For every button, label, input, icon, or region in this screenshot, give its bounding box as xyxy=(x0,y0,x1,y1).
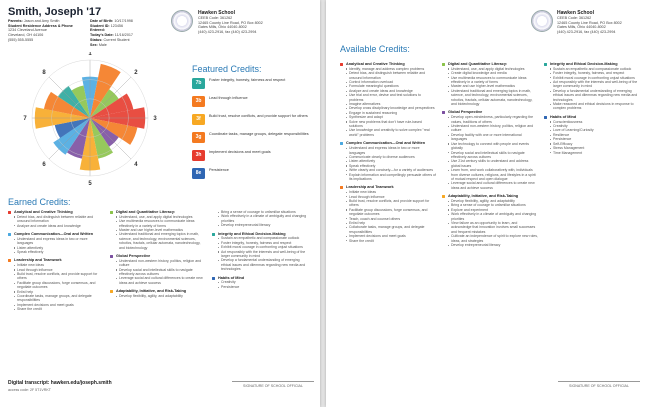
credit-item: Understand non-western history, politics, religion and culture xyxy=(442,124,538,133)
credit-section xyxy=(212,232,308,272)
credit-item: Develop cross disciplinary knowledge and perspectives xyxy=(340,106,436,110)
credit-item: Develop facility with one or more international languages xyxy=(442,133,538,142)
featured-credit-text: Lead through influence xyxy=(209,96,248,100)
section-title-text: Adaptability, Initiative, and Risk-Taking xyxy=(116,289,187,294)
credit-item: Use multimedia resources to communicate ideas effectively in a variety of forms xyxy=(110,219,206,228)
featured-credit-text: Coordinate tasks, manage groups, delegate responsibilities xyxy=(209,132,309,136)
credit-section xyxy=(110,254,206,285)
category-color-icon xyxy=(544,63,547,66)
credit-item: Understand, use, and apply digital technologies xyxy=(110,215,206,219)
credit-item: Analyze and create ideas and knowledge xyxy=(8,224,104,228)
credit-item: Sustain an empathetic and compassionate outlook xyxy=(212,236,308,240)
credit-item: Explain information and compellingly persuade others of its implications xyxy=(340,173,436,182)
credit-item: Identify, manage and address complex problems xyxy=(340,67,436,71)
section-title-text: Digital and Quantitative Literacy: xyxy=(448,62,508,66)
featured-credit xyxy=(192,113,312,129)
student-name: Smith, Joseph '17 xyxy=(8,6,102,18)
transcript-page-1 xyxy=(0,0,320,407)
credit-item: Listen attentively xyxy=(340,159,436,163)
credit-item: Develop social and intellectual skills to navigate effectively across cultures xyxy=(442,151,538,160)
info-row xyxy=(8,38,88,43)
section-title-text: Global Perspective xyxy=(448,110,483,115)
credit-section xyxy=(8,232,104,254)
info-label: Today's Date: xyxy=(90,33,114,38)
category-color-icon xyxy=(442,111,445,114)
credit-item: Persistence xyxy=(212,285,308,289)
credit-item: Lead through influence xyxy=(8,268,104,272)
credit-item: Understand and express ideas in two or more languages xyxy=(8,237,104,246)
school-line: (440) 423-2916, fax (440) 423-2994 xyxy=(198,30,257,35)
credit-item: Implement decisions and meet goals xyxy=(340,234,436,238)
category-color-icon xyxy=(340,186,343,189)
credit-section xyxy=(212,210,308,228)
credit-badge: 8e xyxy=(192,168,205,179)
section-title-text: Complex Communication—Oral and Written xyxy=(346,141,426,146)
credit-item: Develop flexibility, agility, and adaptability xyxy=(442,199,538,203)
school-line: 12465 County Line Road, PO Box 8002 xyxy=(198,20,263,25)
credit-item: Foster integrity, honesty, fairness, and respect xyxy=(544,71,640,75)
featured-credit xyxy=(192,167,312,183)
credit-item: Initiate new ideas xyxy=(8,263,104,267)
access-code: access code: 2F 5T1VRKT xyxy=(8,388,51,392)
credit-item: Cultivate an independence of spirit to explore new roles, ideas, and strategies xyxy=(442,234,538,243)
category-color-icon xyxy=(8,211,11,214)
info-label: Parents: xyxy=(8,19,23,23)
credit-badge: 3b xyxy=(192,96,205,107)
credit-item: Engage in sustained reasoning xyxy=(340,111,436,115)
credit-item: Make reasoned and ethical decisions in response to complex problems xyxy=(544,102,640,111)
category-color-icon xyxy=(8,233,11,236)
credit-item: Facilitate group discussions, forge consensus, and negotiate outcomes xyxy=(8,281,104,290)
category-color-icon xyxy=(442,63,445,66)
credit-item: Creativity xyxy=(544,124,640,128)
credit-item: Speak effectively xyxy=(8,250,104,254)
section-title-text: Integrity and Ethical Decision-Making xyxy=(218,231,286,236)
school-line: CEEB Code: 361262 xyxy=(557,16,592,20)
signature-label: SIGNATURE OF SCHOOL OFFICIAL xyxy=(243,384,303,388)
credits-column xyxy=(8,210,104,316)
credit-item: Use trial and error, devise and test solutions to problems xyxy=(340,93,436,102)
info-value: 11/16/2017 xyxy=(114,33,133,38)
radar-axis-label: 5 xyxy=(88,181,92,187)
signature-line xyxy=(232,381,314,382)
credit-item: Act responsibly with the interests and well-being of the larger community in mind xyxy=(544,80,640,89)
featured-credit-text: Implement decisions and meet goals xyxy=(209,150,271,154)
credit-item: Work effectively in a climate of ambiguity and changing priorities xyxy=(212,214,308,223)
section-title-text: Leadership and Teamwork xyxy=(14,258,62,263)
featured-credit xyxy=(192,131,312,147)
info-label: Entered: xyxy=(90,28,105,33)
credits-radar-chart xyxy=(6,52,174,192)
info-label: Sex: xyxy=(90,42,98,47)
transcript-page-2 xyxy=(326,0,648,407)
credit-item: Solve new problems that don't have rule-based solutions xyxy=(340,120,436,129)
featured-credit-text: Foster integrity, honesty, fairness and respect xyxy=(209,78,286,82)
credit-section xyxy=(442,194,538,247)
credit-item: Implement decisions and meet goals xyxy=(8,303,104,307)
credit-item: Listen attentively xyxy=(8,246,104,250)
credit-section xyxy=(212,276,308,290)
credit-badge: 7b xyxy=(192,78,205,89)
credit-item: Create digital knowledge and media xyxy=(442,71,538,75)
featured-credit-text: Persistence xyxy=(209,168,229,172)
credit-item: Develop entrepreneurial literacy xyxy=(442,243,538,247)
section-title-text: Adaptability, Initiative, and Risk-Taking xyxy=(448,194,519,199)
school-info xyxy=(557,10,622,35)
credit-item: View failure as an opportunity to learn, and acknowledge that innovation involves small successes and frequent mistakes xyxy=(442,221,538,234)
category-color-icon xyxy=(212,233,215,236)
credit-item: Develop open-mindedness, particularly regarding the values, traditions of others xyxy=(442,115,538,124)
credit-item: Master and use higher-level mathematics xyxy=(110,228,206,232)
featured-credits-title: Featured Credits: xyxy=(192,64,262,74)
credit-item: Love of Learning/Curiosity xyxy=(544,128,640,132)
signature-line xyxy=(558,381,640,382)
credit-section xyxy=(442,110,538,190)
credit-section xyxy=(340,185,436,243)
featured-credits-list xyxy=(192,77,312,185)
radar-axis-label: 1 xyxy=(88,52,92,57)
credit-item: Self-Efficacy xyxy=(544,142,640,146)
credit-item: Use multimedia resources to communicate ideas effectively in a variety of forms xyxy=(442,76,538,85)
credit-item: Stress Management xyxy=(544,146,640,150)
credit-item: Detect bias, and distinguish between reliable and unsound information xyxy=(8,215,104,224)
credit-item: Use technology to connect with people and events globally xyxy=(442,142,538,151)
credit-item: Formulate meaningful questions xyxy=(340,84,436,88)
info-row xyxy=(90,43,160,48)
student-info-secondary xyxy=(90,19,160,47)
credit-section xyxy=(340,141,436,181)
digital-transcript-link[interactable]: Digital transcript: hawken.edu/joseph.smith xyxy=(8,380,112,386)
radar-axis-label: 6 xyxy=(42,161,46,168)
section-title-text: Global Perspective xyxy=(116,254,151,259)
school-info xyxy=(198,10,263,35)
credit-item: Time Management xyxy=(544,151,640,155)
credits-column xyxy=(544,62,640,159)
school-line: 12465 County Line Road, PO Box 8002 xyxy=(557,20,622,25)
credit-item: Imagine alternatives xyxy=(340,102,436,106)
radar-axis-label: 2 xyxy=(134,70,138,77)
credit-item: Creativity xyxy=(212,280,308,284)
credit-item: Bring a sense of courage to unfamiliar situations xyxy=(212,210,308,214)
info-label: Student ID: xyxy=(90,23,110,28)
signature-label: SIGNATURE OF SCHOOL OFFICIAL xyxy=(569,384,629,388)
info-value: 10/17/1998 xyxy=(114,19,133,23)
credit-badge: 3g xyxy=(192,132,205,143)
credit-item: Master and use higher-level mathematics xyxy=(442,84,538,88)
credit-item: Facilitate group discussions, forge consensus, and negotiate outcomes xyxy=(340,208,436,217)
school-seal-icon xyxy=(171,10,193,32)
credit-item: Understand, use, and apply digital technologies xyxy=(442,67,538,71)
credit-item: Resilience xyxy=(544,133,640,137)
credit-section xyxy=(110,289,206,298)
info-value: 1234 Cleveland Avenue xyxy=(8,28,47,33)
category-color-icon xyxy=(340,142,343,145)
credit-item: Exhibit moral courage in confronting unjust situations xyxy=(544,76,640,80)
credit-section xyxy=(442,62,538,106)
credit-item: Work effectively in a climate of ambiguity and changing priorities xyxy=(442,212,538,221)
credit-item: Use 21st century skills to understand and address global issues xyxy=(442,159,538,168)
earned-credits-title: Earned Credits: xyxy=(8,197,71,207)
section-title-text: Integrity and Ethical Decision-Making xyxy=(550,62,618,66)
featured-credit-text: Build trust, resolve conflicts, and provide support for others xyxy=(209,114,308,118)
info-value: Cleveland, OH 44106 xyxy=(8,33,44,38)
credit-item: Develop entrepreneurial literacy xyxy=(212,223,308,227)
student-info xyxy=(8,19,88,43)
credit-section xyxy=(8,258,104,311)
credit-section xyxy=(544,115,640,155)
credit-item: Understand traditional and emerging topics in math, science, and technology, environmental sciences, robotics, fractals, cellular automata, nanotechnology, and biotechnology xyxy=(110,232,206,250)
credit-item: Analyze and create ideas and knowledge xyxy=(340,89,436,93)
credit-item: Develop a fundamental understanding of emerging ethical issues and dilemmas regarding new media and technologies xyxy=(544,89,640,102)
credit-item: Understand traditional and emerging topics in math, science, and technology, environmental sciences, robotics, fractals, cellular automata, nanotechnology, and biotechnology xyxy=(442,89,538,107)
info-label: Student Residence Address & Phone xyxy=(8,23,73,28)
info-label: Date of Birth: xyxy=(90,19,114,23)
category-color-icon xyxy=(110,255,113,258)
credits-column xyxy=(442,62,538,251)
credit-badge: 3h xyxy=(192,150,205,161)
section-title-text: Habits of Mind xyxy=(550,114,577,119)
school-line: Gates Mills, Ohio 44040-8002 xyxy=(557,25,606,30)
school-name: Hawken School xyxy=(198,10,235,16)
category-color-icon xyxy=(212,277,215,280)
credit-item: Build trust, resolve conflicts, and provide support for others xyxy=(8,272,104,281)
info-value: Jason and Amy Smith xyxy=(23,19,60,23)
category-color-icon xyxy=(340,63,343,66)
credit-item: Synthesize and adapt xyxy=(340,115,436,119)
credit-item: Enlist help xyxy=(8,290,104,294)
credit-item: Leverage social and cultural differences to create new ideas and achieve success xyxy=(110,276,206,285)
school-line: CEEB Code: 361262 xyxy=(198,16,233,20)
info-value: 123456 xyxy=(110,23,124,28)
section-title-text: Digital and Quantitative Literacy: xyxy=(116,210,176,214)
credit-item: Lead through influence xyxy=(340,195,436,199)
credit-item: Exhibit moral courage in confronting unjust situations xyxy=(212,245,308,249)
category-color-icon xyxy=(110,290,113,293)
credit-item: Collaborate tasks, manage groups, and delegate responsibilities xyxy=(340,225,436,234)
info-value: Male xyxy=(98,42,107,47)
credit-section xyxy=(544,62,640,111)
radar-axis-label: 3 xyxy=(153,116,157,122)
credit-item: Share the credit xyxy=(8,307,104,311)
credit-item: Bring a sense of courage to unfamiliar situations xyxy=(442,203,538,207)
school-line: Gates Mills, Ohio 44040-8002 xyxy=(198,25,247,30)
credit-item: Share the credit xyxy=(340,239,436,243)
credit-item: Foster integrity, honesty, fairness and respect xyxy=(212,241,308,245)
credit-item: Conscientiousness xyxy=(544,120,640,124)
category-color-icon xyxy=(544,116,547,119)
section-title-text: Habits of Mind xyxy=(218,275,245,280)
radar-axis-label: 7 xyxy=(23,116,27,122)
section-title-text: Analytical and Creative Thinking xyxy=(14,210,73,214)
credit-item: Coordinate tasks, manage groups, and delegate responsibilities xyxy=(8,294,104,303)
category-color-icon xyxy=(442,195,445,198)
school-line: (440) 423-2916, fax (440) 423-2994 xyxy=(557,30,616,35)
section-title-text: Leadership and Teamwork xyxy=(346,185,394,190)
credit-section xyxy=(340,62,436,137)
credits-column xyxy=(110,210,206,302)
credit-item: Teach, coach and counsel others xyxy=(340,217,436,221)
credit-item: Develop a fundamental understanding of emerging ethical issues and dilemmas regarding new media and technologies xyxy=(212,258,308,271)
credit-item: Build trust, resolve conflicts, and provide support for others xyxy=(340,199,436,208)
credit-item: Communicate clearly to diverse audiences xyxy=(340,155,436,159)
category-color-icon xyxy=(110,211,113,214)
credit-item: Write clearly and concisely—for a variety of audiences xyxy=(340,168,436,172)
credit-item: Speak effectively xyxy=(340,164,436,168)
section-title-text: Analytical and Creative Thinking xyxy=(346,62,405,66)
category-color-icon xyxy=(8,259,11,262)
credit-item: Persistence xyxy=(544,137,640,141)
featured-credit xyxy=(192,95,312,111)
featured-credit xyxy=(192,149,312,165)
credit-item: Understand non-western history, politics, religion and culture xyxy=(110,259,206,268)
info-value: Current Student xyxy=(103,37,130,42)
credit-item: Explore and experiment xyxy=(442,208,538,212)
featured-credit xyxy=(192,77,312,93)
credit-item: Develop social and intellectual skills to navigate effectively across cultures xyxy=(110,268,206,277)
credit-item: Sustain an empathetic and compassionate outlook xyxy=(544,67,640,71)
school-seal-icon xyxy=(531,10,553,32)
school-name: Hawken School xyxy=(557,10,594,16)
credit-item: Leverage social and cultural differences to create new ideas and achieve success xyxy=(442,181,538,190)
available-credits-title: Available Credits: xyxy=(340,44,410,54)
credit-item: Use knowledge and creativity to solve complex "real world" problems xyxy=(340,128,436,137)
credit-item: Enlist help xyxy=(340,221,436,225)
credit-item: Develop flexibility, agility, and adaptability xyxy=(110,294,206,298)
info-label: Status: xyxy=(90,37,103,42)
credit-section xyxy=(8,210,104,228)
credit-section xyxy=(110,210,206,250)
credit-item: Detect bias, and distinguish between reliable and unsound information xyxy=(340,71,436,80)
radar-axis-label: 8 xyxy=(42,70,46,77)
credit-item: Understand and express ideas in two or more languages xyxy=(340,146,436,155)
credits-column xyxy=(212,210,308,293)
section-title-text: Complex Communication—Oral and Written xyxy=(14,232,94,237)
info-value: (555) 555-5555 xyxy=(8,37,34,42)
credits-column xyxy=(340,62,436,247)
credit-item: Learn from, and work collaboratively with, individuals from diverse cultures, religions, and lifestyles in a spirit of mutual respect and open dialogue xyxy=(442,168,538,181)
credit-badge: 3f xyxy=(192,114,205,125)
credit-item: Act responsibly with the interests and well-being of the larger community in mind xyxy=(212,250,308,259)
radar-axis-label: 4 xyxy=(134,161,138,168)
credit-item: Initiate new ideas xyxy=(340,190,436,194)
credit-item: Control information overload xyxy=(340,80,436,84)
